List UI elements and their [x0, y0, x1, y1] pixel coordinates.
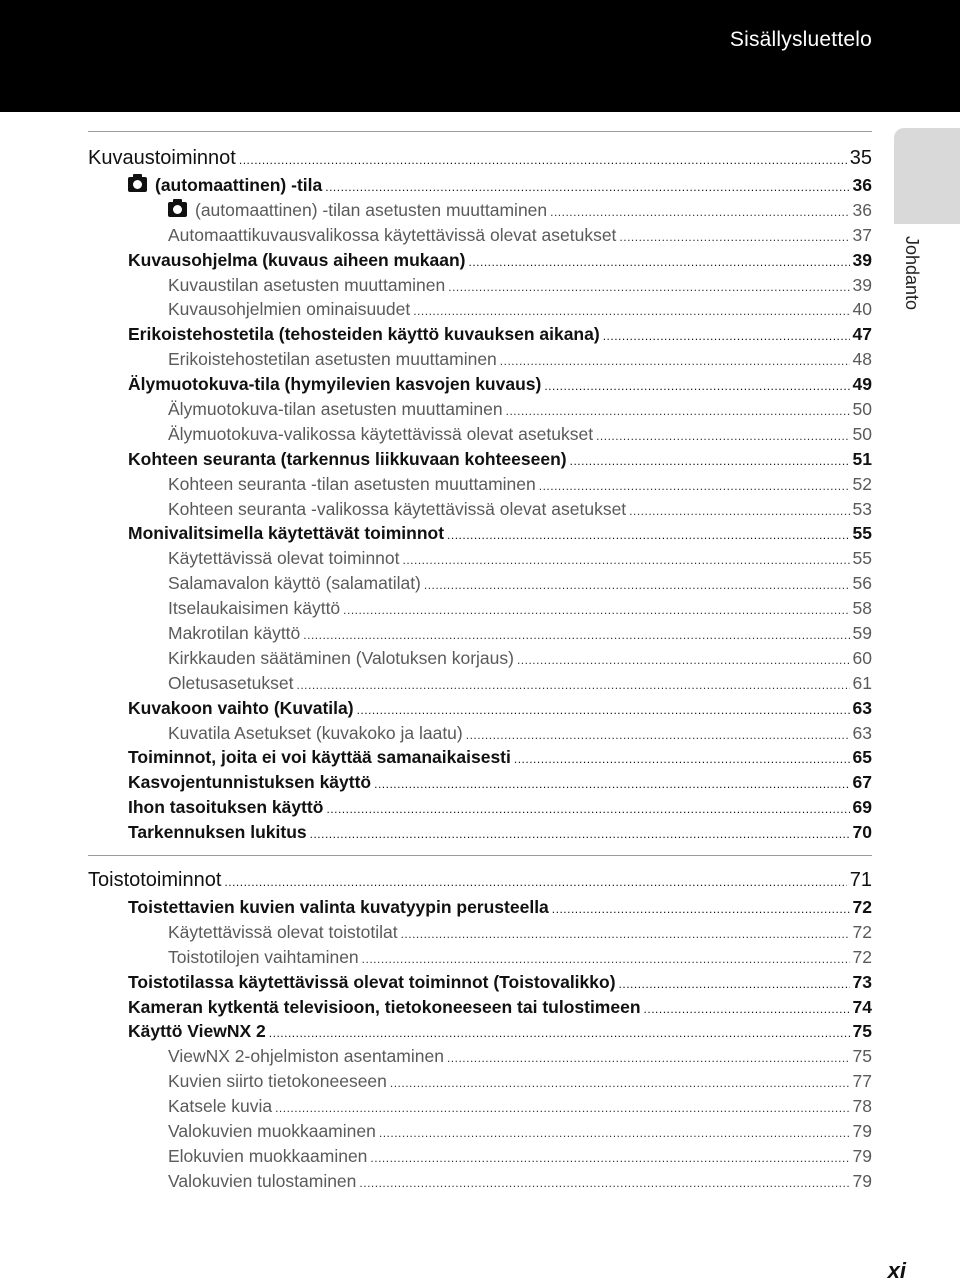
toc-entry-label — [168, 1119, 376, 1144]
toc-entry[interactable] — [88, 173, 872, 198]
toc-entry-page: 51 — [852, 448, 872, 469]
dot-leader — [326, 797, 849, 822]
toc-entry[interactable] — [88, 447, 872, 472]
toc-entry-text: Kuvaustilan asetusten muuttaminen — [168, 274, 446, 295]
toc-entry[interactable] — [88, 621, 872, 646]
toc-entry[interactable] — [88, 223, 872, 248]
toc-entry-text: Kirkkauden säätäminen (Valotuksen korjaus) — [168, 647, 514, 668]
toc-entry-text: Käytettävissä olevat toiminnot — [168, 548, 400, 569]
toc-entry-label — [128, 895, 549, 920]
dot-leader — [359, 1171, 849, 1196]
toc-entry-label — [128, 745, 511, 770]
toc-entry-text: Älymuotokuva-tilan asetusten muuttaminen — [168, 399, 503, 420]
toc-entry-page: 72 — [852, 897, 872, 917]
toc-entry-label — [128, 770, 371, 795]
dot-leader — [570, 449, 850, 474]
toc-entry-text: Kohteen seuranta -tilan asetusten muuttaminen — [168, 473, 536, 494]
toc-entry-text: Monivalitsimella käytettävät toiminnot — [128, 523, 445, 544]
toc-entry[interactable] — [88, 372, 872, 397]
toc-entry[interactable] — [88, 546, 872, 571]
toc-entry-label — [168, 596, 340, 621]
toc-entry-text: Kohteen seuranta (tarkennus liikkuvaan kohteeseen) — [128, 448, 567, 469]
toc-entry-label — [128, 820, 307, 845]
toc-entry-page: 50 — [852, 399, 872, 420]
toc-entry-page: 71 — [849, 869, 872, 891]
toc-entry-label — [128, 696, 354, 721]
dot-leader — [357, 698, 850, 723]
dot-leader — [603, 324, 850, 349]
toc-entry[interactable] — [88, 1094, 872, 1119]
toc-entry-label — [168, 1069, 387, 1094]
toc-entry-label — [168, 1169, 356, 1194]
toc-entry-page: 65 — [852, 747, 872, 768]
toc-entry-label — [128, 447, 567, 472]
toc-entry-text: Ihon tasoituksen käyttö — [128, 797, 324, 818]
toc-entry[interactable] — [88, 497, 872, 522]
chapter-tab-label: Johdanto — [902, 236, 922, 311]
toc-entry[interactable] — [88, 322, 872, 347]
toc-entry-text: Kuvaustoiminnot — [88, 147, 236, 169]
toc-entry-page: 75 — [852, 1021, 872, 1042]
toc-entry-label — [168, 621, 300, 646]
dot-leader — [310, 822, 850, 847]
toc-entry-label — [168, 1094, 272, 1119]
dot-leader — [275, 1096, 849, 1121]
toc-entry-text: Valokuvien tulostaminen — [168, 1170, 357, 1191]
toc-entry-text: Itselaukaisimen käyttö — [168, 598, 341, 619]
dot-leader — [552, 897, 850, 922]
toc-entry[interactable] — [88, 895, 872, 920]
toc-entry[interactable] — [88, 920, 872, 945]
toc-entry-page: 79 — [852, 1121, 872, 1142]
toc-entry-text: (automaattinen) -tila — [155, 175, 323, 195]
toc-entry[interactable] — [88, 273, 872, 298]
toc-entry-label — [168, 347, 497, 372]
toc-entry-page: 59 — [852, 623, 872, 644]
toc-entry[interactable] — [88, 248, 872, 273]
toc-entry-text: Salamavalon käyttö (salamatilat) — [168, 573, 421, 594]
dot-leader — [448, 275, 849, 300]
toc-entry-label — [128, 248, 465, 273]
toc-entry[interactable] — [88, 995, 872, 1020]
toc-entry-page: 69 — [852, 797, 872, 818]
toc-entry-page: 55 — [852, 523, 872, 544]
toc-entry-page: 75 — [852, 1046, 872, 1067]
toc-entry-page: 74 — [852, 996, 872, 1017]
toc-entry[interactable] — [88, 472, 872, 497]
toc-entry-text: Erikoistehostetila (tehosteiden käyttö kuvauksen aikana) — [128, 324, 600, 345]
toc-entry[interactable] — [88, 770, 872, 795]
toc-entry-text: Toistettavien kuvien valinta kuvatyypin perusteella — [128, 897, 549, 917]
dot-leader — [468, 250, 849, 275]
dot-leader — [596, 424, 849, 449]
toc-entry-text: Kuvausohjelmien ominaisuudet — [168, 299, 411, 320]
toc-entry-text: Älymuotokuva-valikossa käytettävissä olevat asetukset — [168, 423, 594, 444]
header-title: Sisällysluettelo — [729, 28, 872, 51]
toc-entry-text: Automaattikuvausvalikossa käytettävissä olevat asetukset — [168, 224, 617, 245]
toc-entry-label — [168, 397, 503, 422]
dot-leader — [629, 499, 849, 524]
toc-entry[interactable] — [88, 1044, 872, 1069]
dot-leader — [514, 747, 850, 772]
toc-entry-page: 50 — [852, 423, 872, 444]
toc-entry[interactable] — [88, 671, 872, 696]
dot-leader — [500, 349, 850, 374]
dot-leader — [370, 1146, 849, 1171]
section-divider — [88, 855, 872, 856]
dot-leader — [644, 997, 850, 1022]
toc-entry-text: Käyttö ViewNX 2 — [128, 1021, 266, 1042]
dot-leader — [544, 374, 849, 399]
section-divider — [88, 131, 872, 132]
toc-entry[interactable] — [88, 970, 872, 995]
toc-entry[interactable] — [88, 721, 872, 746]
toc-entry-page: 56 — [852, 573, 872, 594]
toc-entry-page: 55 — [852, 548, 872, 569]
toc-entry-label — [128, 1019, 266, 1044]
toc-section-toistotoiminnot — [88, 865, 872, 1194]
toc-entry[interactable] — [88, 820, 872, 845]
toc-entry-page: 77 — [852, 1071, 872, 1092]
toc-entry[interactable] — [88, 945, 872, 970]
dot-leader — [506, 399, 850, 424]
toc-entry-label — [168, 472, 536, 497]
toc-entry-label — [168, 497, 626, 522]
camera-icon — [168, 202, 187, 217]
dot-leader — [401, 922, 850, 947]
toc-entry[interactable] — [88, 1144, 872, 1169]
camera-icon — [128, 177, 147, 192]
toc-entry-label — [128, 322, 600, 347]
toc-entry[interactable] — [88, 297, 872, 322]
toc-entry-page: 72 — [852, 921, 872, 942]
dot-leader — [619, 972, 850, 997]
toc-entry-text: Toistotilassa käytettävissä olevat toiminnot (Toistovalikko) — [128, 971, 616, 992]
toc-entry[interactable] — [88, 646, 872, 671]
dot-leader — [224, 867, 846, 897]
dot-leader — [517, 648, 850, 673]
dot-leader — [374, 772, 849, 797]
toc-entry-page: 58 — [852, 598, 872, 619]
dot-leader — [413, 299, 849, 324]
toc-entry-text: Toistotoiminnot — [88, 869, 222, 891]
toc-entry[interactable] — [88, 865, 872, 895]
toc-entry-page: 52 — [852, 473, 872, 494]
toc-entry-text: Kohteen seuranta -valikossa käytettävissä olevat asetukset — [168, 498, 627, 519]
dot-leader — [447, 523, 849, 548]
toc-entry-text: Tarkennuksen lukitus — [128, 822, 307, 843]
toc-entry-label — [168, 571, 421, 596]
toc-entry-text: Valokuvien muokkaaminen — [168, 1121, 376, 1142]
toc-entry-label — [128, 995, 641, 1020]
dot-leader — [424, 573, 850, 598]
toc-entry-label — [128, 970, 616, 995]
toc-entry-page: 63 — [852, 722, 872, 743]
dot-leader — [447, 1046, 850, 1071]
dot-leader — [550, 200, 849, 225]
dot-leader — [390, 1071, 850, 1096]
toc-entry-label — [128, 173, 322, 198]
toc-entry-text: Käytettävissä olevat toistotilat — [168, 921, 398, 942]
toc-entry-page: 40 — [852, 299, 872, 320]
toc-entry-text: Katsele kuvia — [168, 1096, 273, 1117]
toc-entry-page: 35 — [849, 147, 872, 169]
toc-entry-label — [168, 422, 593, 447]
toc-entry-page: 63 — [852, 697, 872, 718]
toc-entry-page: 39 — [852, 274, 872, 295]
dot-leader — [379, 1121, 850, 1146]
toc-entry-page: 48 — [852, 349, 872, 370]
toc-section-kuvaustoiminnot — [88, 143, 872, 845]
toc-entry-page: 70 — [852, 822, 872, 843]
toc-entry[interactable] — [88, 143, 872, 173]
toc-entry[interactable] — [88, 1169, 872, 1194]
toc-entry-page: 36 — [852, 175, 872, 195]
toc-entry-label — [168, 1044, 444, 1069]
toc-entry[interactable] — [88, 1069, 872, 1094]
toc-entry-text: Toiminnot, joita ei voi käyttää samanaikaisesti — [128, 747, 511, 768]
dot-leader — [303, 623, 849, 648]
toc-entry-text: ViewNX 2-ohjelmiston asentaminen — [168, 1046, 444, 1067]
dot-leader — [403, 548, 850, 573]
toc-entry-page: 79 — [852, 1170, 872, 1191]
toc-entry-text: Kuvausohjelma (kuvaus aiheen mukaan) — [128, 249, 466, 270]
toc-entry[interactable] — [88, 596, 872, 621]
toc-entry-text: Kuvatila Asetukset (kuvakoko ja laatu) — [168, 722, 463, 743]
toc-entry-label — [168, 223, 616, 248]
toc-entry-page: 79 — [852, 1145, 872, 1166]
toc-entry[interactable] — [88, 795, 872, 820]
toc-entry[interactable] — [88, 198, 872, 223]
toc-entry-label — [168, 920, 398, 945]
toc-entry-label — [168, 945, 359, 970]
toc-entry-page: 78 — [852, 1096, 872, 1117]
dot-leader — [466, 723, 850, 748]
toc-entry-page: 49 — [852, 374, 872, 395]
toc-entry-page: 61 — [852, 672, 872, 693]
toc-entry[interactable] — [88, 571, 872, 596]
toc-entry-text: Älymuotokuva-tila (hymyilevien kasvojen kuvaus) — [128, 374, 542, 395]
toc-entry[interactable] — [88, 397, 872, 422]
toc-entry-label — [88, 865, 221, 895]
dot-leader — [296, 673, 849, 698]
toc-entry-page: 60 — [852, 647, 872, 668]
toc-entry-text: Oletusasetukset — [168, 672, 294, 693]
toc-entry[interactable] — [88, 521, 872, 546]
toc-entry-text: Kuvien siirto tietokoneeseen — [168, 1071, 387, 1092]
toc-entry-label — [168, 198, 547, 223]
toc-entry-label — [168, 1144, 367, 1169]
toc-entry[interactable] — [88, 1019, 872, 1044]
toc-entry-page: 39 — [852, 249, 872, 270]
toc-entry-text: Erikoistehostetilan asetusten muuttaminen — [168, 349, 497, 370]
toc-entry-label — [168, 721, 463, 746]
toc-entry-label — [168, 646, 514, 671]
toc-entry[interactable] — [88, 422, 872, 447]
toc-entry-label — [168, 273, 445, 298]
toc-entry-text: Kuvakoon vaihto (Kuvatila) — [128, 697, 354, 718]
toc-entry-label — [168, 297, 410, 322]
toc-entry-label — [168, 546, 400, 571]
dot-leader — [239, 145, 847, 175]
dot-leader — [343, 598, 849, 623]
dot-leader — [269, 1021, 850, 1046]
toc-entry[interactable] — [88, 1119, 872, 1144]
toc-entry-page: 73 — [852, 971, 872, 992]
dot-leader — [362, 947, 850, 972]
toc-entry-text: Makrotilan käyttö — [168, 623, 301, 644]
toc-entry-page: 67 — [852, 772, 872, 793]
toc-entry[interactable] — [88, 696, 872, 721]
toc-entry-label — [128, 795, 323, 820]
toc-entry-text: Kasvojentunnistuksen käyttö — [128, 772, 372, 793]
dot-leader — [325, 175, 849, 200]
toc-entry-text: Kameran kytkentä televisioon, tietokoneeseen tai tulostimeen — [128, 996, 641, 1017]
toc-entry-text: Elokuvien muokkaaminen — [168, 1145, 368, 1166]
header-bar — [0, 0, 960, 112]
toc-entry-page: 37 — [852, 224, 872, 245]
chapter-tab[interactable] — [894, 128, 960, 224]
toc-entry-label — [128, 521, 444, 546]
toc-entry-page: 53 — [852, 498, 872, 519]
dot-leader — [539, 474, 850, 499]
toc-entry[interactable] — [88, 745, 872, 770]
toc-entry-page: 47 — [852, 324, 872, 345]
page-number: xi — [887, 1258, 906, 1283]
toc-entry-label — [88, 143, 236, 173]
toc-entry-text: (automaattinen) -tilan asetusten muuttaminen — [195, 199, 548, 220]
toc-entry-page: 72 — [852, 946, 872, 967]
toc-entry-label — [128, 372, 541, 397]
toc-entry[interactable] — [88, 347, 872, 372]
dot-leader — [619, 225, 849, 250]
toc-entry-page: 36 — [852, 199, 872, 220]
toc-entry-label — [168, 671, 293, 696]
toc-entry-text: Toistotilojen vaihtaminen — [168, 946, 359, 967]
